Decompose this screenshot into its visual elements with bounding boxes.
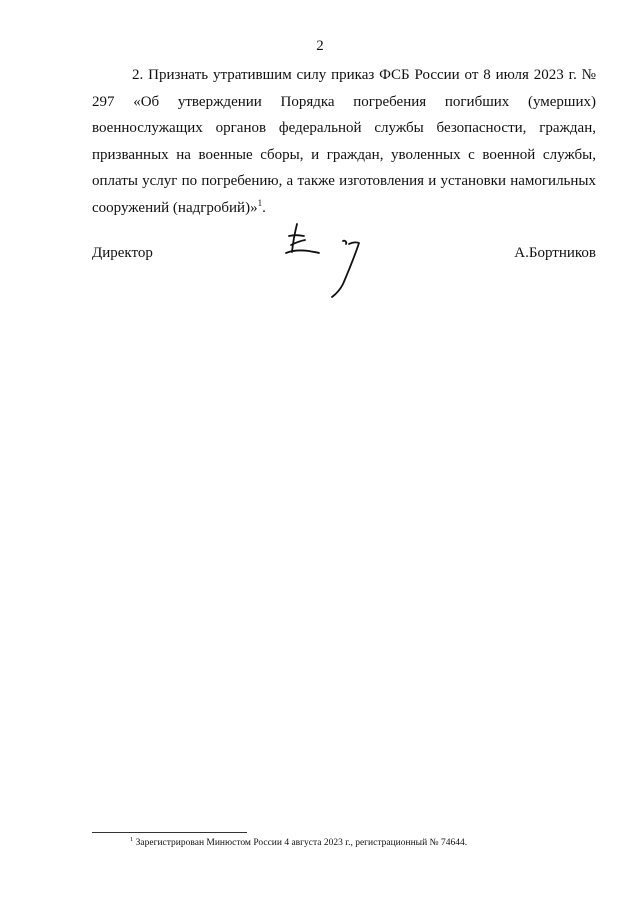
page-number: 2	[316, 38, 324, 54]
paragraph-text: 2. Признать утратившим силу приказ ФСБ России от 8 июля 2023 г. № 297 «Об утверждении Порядка погребения погибших (умерших) военнослужащих органов федеральной службы безопасности, граждан, призванных на военные сборы, и граждан, уволенных с военной службы, оплаты услуг по погребению, а также изготовления и установки намогильных сооружений (надгробий)»	[92, 67, 596, 216]
signer-name: А.Бортников	[514, 245, 596, 261]
footnote-marker: 1	[130, 835, 134, 843]
paragraph-2	[92, 62, 596, 222]
footnote-reference: 1	[257, 197, 263, 208]
handwritten-signature-icon	[283, 220, 363, 300]
signer-position: Директор	[92, 245, 153, 261]
footnote-text: Зарегистрирован Минюстом России 4 августа 2023 г., регистрационный № 74644.	[135, 838, 468, 848]
paragraph-end-punct: .	[262, 199, 266, 216]
footnote	[130, 835, 468, 848]
footnote-separator	[92, 832, 247, 833]
